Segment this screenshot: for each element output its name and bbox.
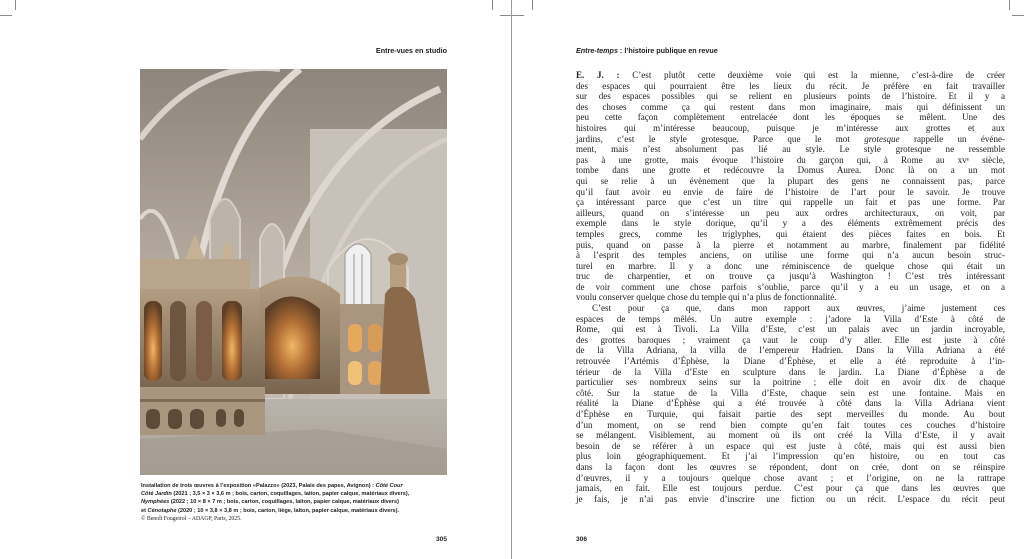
text-line [576, 367, 1005, 378]
text-run: de voir comment une chose parfois s’oublie, parce qu’il y a eu un usage, et on a [576, 281, 1005, 292]
text-line [576, 292, 1005, 303]
installation-photo [140, 69, 447, 475]
text-line [576, 462, 1005, 473]
text-line [576, 112, 1005, 123]
text-run: C’est pour ça que, dans mon rapport aux œuvres, j’aime justement ces [592, 303, 1005, 314]
text-line [576, 197, 1005, 208]
text-run: turel en marbre. Il y a donc une réminiscence de quelque chose qui était un [576, 260, 1005, 271]
text-line [576, 70, 1005, 81]
running-head-subtitle: : l’histoire publique en revue [617, 46, 718, 55]
text-run: d’Éphèse en Turquie, qui faisait partie des sept merveilles du monde. Au bout [576, 409, 1005, 419]
text-line [576, 420, 1005, 431]
caption-title: Côté Jardin [141, 491, 172, 498]
caption-line [141, 490, 451, 498]
photo-credit: © Benoît Fougeirol – ADAGP, Paris, 2025. [141, 515, 242, 522]
crop-mark [512, 15, 524, 16]
text-line [576, 155, 1005, 166]
text-line [576, 218, 1005, 229]
caption-line [141, 507, 451, 515]
caption-text: (2020 ; 10 × 3,8 × 3,8 m ; bois, carton, liège, laiton, papier calque, matériaux divers). [176, 507, 400, 514]
text-run: qui se relie à un évènement que la plupart des gens ne connaissent pas, parce [576, 175, 1005, 186]
text-line [576, 314, 1005, 325]
text-line [576, 430, 1005, 441]
text-line [576, 102, 1005, 113]
text-line [576, 134, 1005, 145]
text-line [576, 451, 1005, 462]
text-run: d’œuvres, il y a toujours quelque chose avant ; et l’origine, on ne la rattrape [576, 472, 1005, 483]
interview-text [576, 70, 1005, 504]
text-line [576, 356, 1005, 367]
running-head-title: Entre-temps [576, 46, 618, 55]
text-run: térieur de la Villa d’Este en sculpture dans le jardin. La Diane d’Éphèse a de [576, 366, 1005, 377]
text-line [576, 250, 1005, 261]
text-run: dans la façon dont les œuvres se répondent, dont on crée, dont on se réinspire [576, 461, 1005, 472]
caption-title: Côté Cour [375, 483, 403, 489]
text-run: des choses comme ça qui restent dans mon imaginaire, mais qui définissent un [576, 101, 1005, 112]
text-run: jardins, c’est le style grotesque. Parce que le mot [576, 133, 865, 144]
text-run: temples grecs, comme les triglyphes, qui étaient des pièces faites en bois. Et [576, 228, 1005, 239]
text-run: peu cette façon complètement entrelacée dont les époques se mêlent. Une des [576, 112, 1005, 123]
text-line [576, 261, 1005, 272]
text-run: tombe dans une grotte et redécouvre la Domus Aurea. Donc là on a un mot [576, 165, 1005, 176]
text-run: Rome, qui est à Tivoli. La Villa d’Este, c’est un palais avec un jardin incroyable, [576, 324, 1005, 335]
text-line [576, 187, 1005, 198]
text-line [576, 144, 1005, 155]
caption-title: Nymphées [141, 499, 170, 506]
text-line [576, 483, 1005, 494]
text-line [576, 176, 1005, 187]
text-line [576, 208, 1005, 219]
text-run: à l’esprit des temples anciens, on utilise une forme qui n’a aucun besoin struc- [576, 250, 1005, 261]
running-head: Entre-vues en studio [375, 46, 447, 55]
text-line [576, 324, 1005, 335]
text-run: ailleurs, quand on s’intéresse un peu aux ordres architecturaux, on voit, par [576, 207, 1005, 218]
text-run: plus loin géographiquement. Et j’ai l’impression qu’en histoire, ou en tout cas [576, 451, 1005, 462]
text-line [576, 91, 1005, 102]
text-line [576, 494, 1005, 505]
text-run: qu’il faut avoir eu envie de faire de l’histoire de l’art pour le savoir. Je trouve [576, 186, 1005, 197]
caption-line [141, 498, 451, 506]
text-run: de la Villa Adriana, la villa de l’empereur Hadrien. Dans la Villa Adriana a été [576, 345, 1005, 356]
text-run: exemple dans le style dorique, qu’il y a des éléments extrêmement précis des [576, 218, 1005, 229]
caption-text: (2022 ; 10 × 8 × 7 m ; bois, carton, coquillages, laiton, papier calque, matériaux divers) [169, 499, 400, 506]
text-run: sur des espaces possibles qui se relient en plusieurs points de l’histoire. Et il y a [576, 91, 1005, 102]
text-run: je fais, je n’ai pas envie d’inscrire une fiction ou un récit. L’espace du récit peut [576, 493, 1005, 504]
caption-text: (2021 ; 3,5 × 3 × 3,6 m ; bois, carton, coquillages, laiton, papier calque, matériaux divers), [171, 491, 410, 498]
caption-text: et [141, 507, 148, 514]
right-page [512, 0, 1024, 559]
text-line [576, 81, 1005, 92]
text-line [576, 303, 1005, 314]
text-run: besoin de se référer à un espace qui est juste à côté, mais qui est aussi bien [576, 440, 1005, 451]
text-run: truc de charpentier, et on trouve ça jusqu’à Washington ! C’est très intéressant [576, 271, 1005, 282]
crop-mark [15, 0, 16, 10]
page-number: 306 [576, 536, 588, 543]
text-line [576, 271, 1005, 282]
emphasis: grotesque [864, 133, 900, 144]
text-run: histoires qui m’intéresse beaucoup, puisque je m’intéresse aux grottes et aux [576, 122, 1005, 133]
text-line [576, 335, 1005, 346]
text-line [576, 282, 1005, 293]
text-run: se mélangent. Visiblement, au moment où ils ont créé la Villa d’Este, il y avait [576, 430, 1005, 441]
text-run: jamais, en fait. Elle est toujours perdue. C’est pour ça que dans les œuvres que [576, 483, 1005, 494]
text-line [576, 229, 1005, 240]
text-line [576, 398, 1005, 409]
crop-mark [1012, 15, 1024, 16]
text-line [576, 441, 1005, 452]
caption-line [141, 482, 451, 490]
text-run: pas à une grotte, mais évoque l’histoire du garçon qui, à Rome au xvᵉ siècle, [576, 154, 1005, 165]
text-line [576, 123, 1005, 134]
text-run: voulu conserver quelque chose du temple qui n’a plus de fonctionnalité. [576, 292, 837, 303]
text-run: réalité la Diane d’Éphèse qui a été trouvée à côté dans la Villa Adriana vient [576, 398, 1005, 409]
running-head [576, 46, 718, 55]
text-run: puis, quand on passe à la pierre et notamment au marbre, finalement par fidélité [576, 239, 1005, 250]
text-run: espaces de temps mêlés. Un autre exemple : j’adore la Villa d’Este à côté de [576, 313, 1005, 324]
text-run: ça intéressant parce que c’est un titre qui rappelle un fait et pas une forme. Par [576, 197, 1005, 208]
text-run: rappelle un événe- [899, 133, 1005, 144]
text-run: côté. Sur la statue de la Villa d’Este, chaque sein est une fontaine. Mais en [576, 387, 1005, 398]
page-number: 305 [435, 536, 447, 543]
text-line [576, 165, 1005, 176]
caption-text: Installation de trois œuvres à l’exposition «Palazzo» (2023, Palais des papes, Avignon) : [141, 483, 376, 489]
crop-mark [532, 0, 533, 10]
text-line [576, 388, 1005, 399]
crop-mark [1009, 0, 1010, 10]
text-line [576, 473, 1005, 484]
speaker-initials: E. J. : [576, 70, 620, 80]
text-line [576, 345, 1005, 356]
text-run: d’un moment, on se rend bien compte qu’en fait toutes ces couches d’histoire [576, 419, 1005, 430]
text-run: des grottes baroques ; vraiment ça vaut le coup d’y aller. Elle est juste à côté [576, 334, 1005, 345]
text-run: ment, mais n’est absolument pas lié au style. Le style grotesque ne ressemble [576, 144, 1005, 155]
caption-title: Cénotaphe [147, 507, 177, 514]
crop-mark [492, 0, 493, 10]
figure-caption [141, 482, 451, 523]
text-run: particulier ses nombreux seins sur la poitrine ; elle doit en avoir dix de chaque [576, 377, 1005, 388]
text-line [576, 409, 1005, 420]
text-run: des espaces qui pourraient être les lieux du récit. Je préfère en fait travailler [576, 80, 1005, 91]
text-run: C’est plutôt cette deuxième voie qui est la mienne, c’est-à-dire de créer [619, 70, 1005, 80]
crop-mark [0, 15, 12, 16]
text-run: retrouvée l’Artémis d’Éphèse, la Diane d’Éphèse, et elle a été reproduite à l’in- [576, 356, 1005, 367]
text-line [576, 240, 1005, 251]
text-line [576, 377, 1005, 388]
